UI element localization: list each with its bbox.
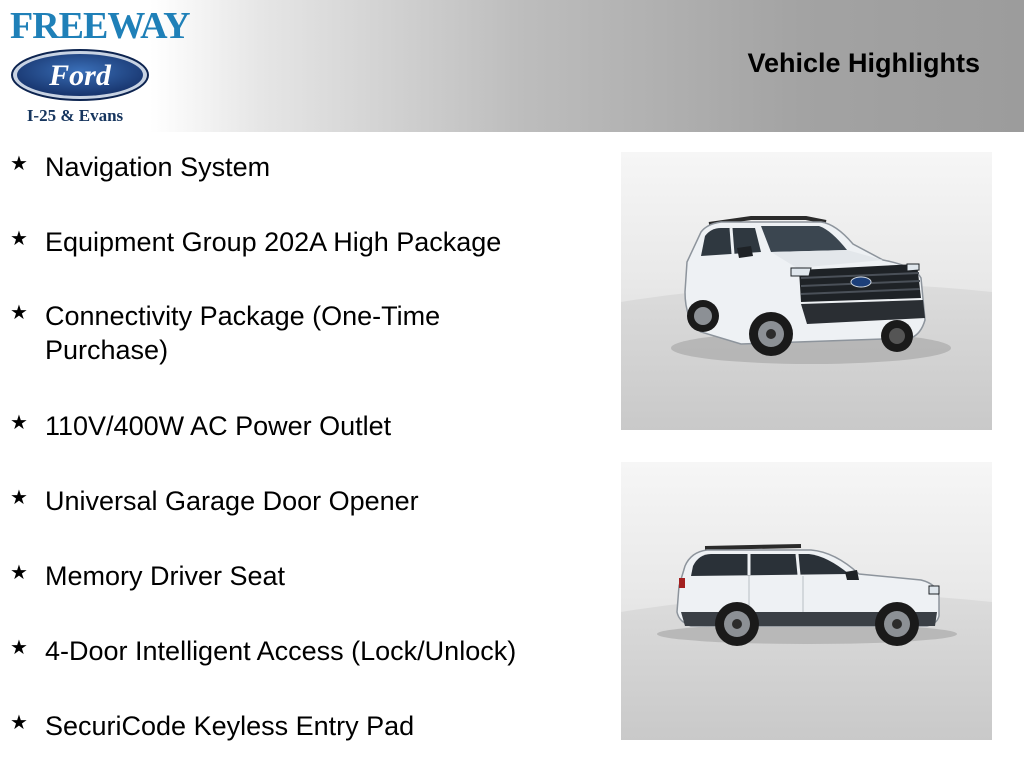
feature-text: Equipment Group 202A High Package [45, 227, 502, 257]
feature-text: 110V/400W AC Power Outlet [45, 411, 392, 441]
star-icon: ★ [10, 710, 28, 734]
star-icon: ★ [10, 560, 28, 584]
logo-location: I-25 & Evans [26, 106, 124, 125]
star-icon: ★ [10, 300, 28, 324]
logo-oval-word: Ford [49, 59, 111, 92]
feature-text: Connectivity Package (One-Time Purchase) [45, 301, 441, 365]
feature-text: Universal Garage Door Opener [45, 486, 419, 516]
page-title: Vehicle Highlights [747, 48, 980, 78]
vehicle-photo-side [621, 462, 992, 740]
vehicle-photo-front [621, 152, 992, 430]
logo-brand-word: FREEWAY [10, 5, 190, 47]
star-icon: ★ [10, 635, 28, 659]
star-icon: ★ [10, 151, 28, 175]
feature-text: Memory Driver Seat [45, 561, 286, 591]
header-band [0, 0, 1024, 132]
feature-text: 4-Door Intelligent Access (Lock/Unlock) [45, 636, 517, 666]
suv-front-image [621, 152, 992, 430]
star-icon: ★ [10, 226, 28, 250]
star-icon: ★ [10, 485, 28, 509]
feature-text: SecuriCode Keyless Entry Pad [45, 711, 415, 741]
suv-side-image [621, 462, 992, 740]
dealer-logo [8, 4, 190, 128]
star-icon: ★ [10, 410, 28, 434]
feature-text: Navigation System [45, 152, 271, 182]
ford-oval-logo-icon [10, 48, 150, 102]
